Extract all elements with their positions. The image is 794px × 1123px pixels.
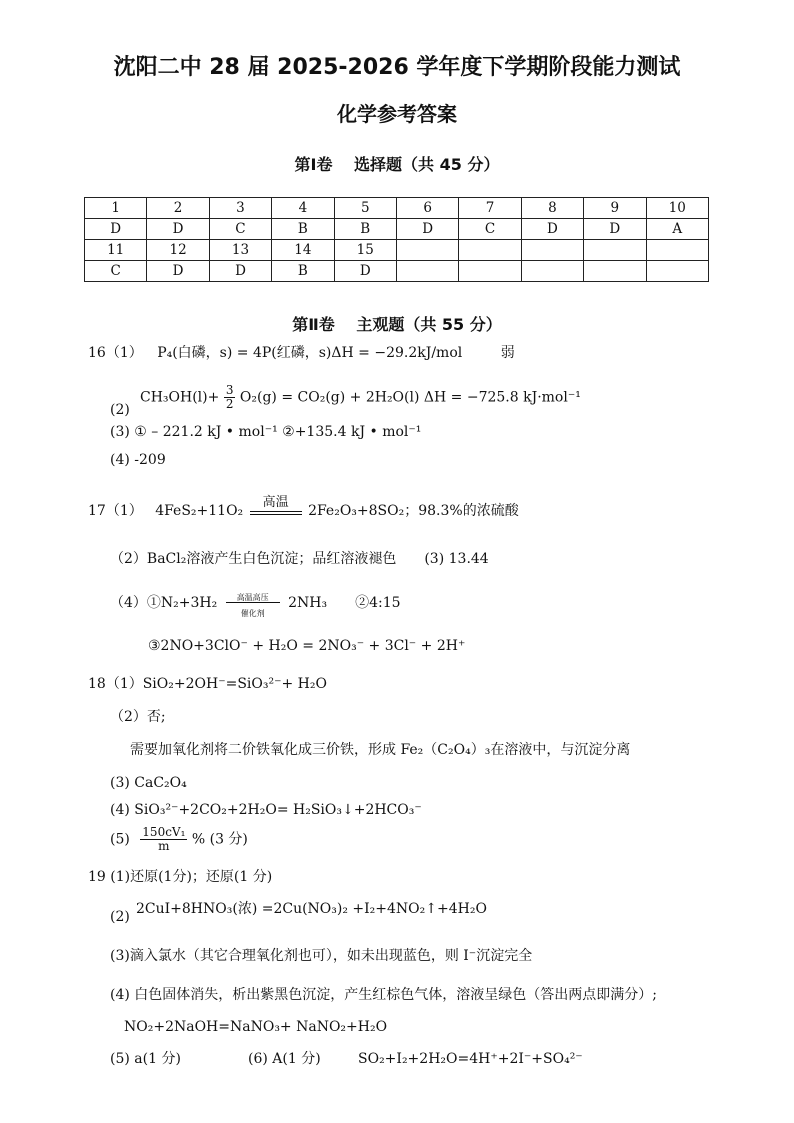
table-cell (646, 240, 708, 261)
table-cell: D (147, 219, 209, 240)
q17-4 (110, 591, 401, 618)
q19-4: (4) 白色固体消失，析出紫黑色沉淀，产生红棕色气体，溶液呈绿色（答出两点即满分）; (110, 987, 657, 1003)
q19-6: (6) A(1 分) (248, 1051, 321, 1067)
table-cell: D (521, 219, 583, 240)
page-subtitle: 化学参考答案 (337, 102, 457, 126)
table-cell: 15 (334, 240, 396, 261)
q18-5-frac-num: 150cV₁ (142, 825, 186, 839)
table-cell: 10 (646, 198, 708, 219)
table-cell (646, 261, 708, 282)
table-cell: 6 (396, 198, 458, 219)
q17-4-label: （4）①N₂+3H₂ (110, 595, 218, 611)
q16-2-label: (2) (110, 402, 130, 418)
table-row (85, 240, 709, 261)
table-cell (521, 261, 583, 282)
q18-2: （2）否; (110, 709, 166, 725)
q18-2-explanation: 需要加氧化剂将二价铁氧化成三价铁，形成 Fe₂（C₂O₄）₃在溶液中，与沉淀分离 (130, 742, 631, 758)
q17-2: （2）BaCl₂溶液产生白色沉淀；品红溶液褪色 (3) 13.44 (110, 551, 489, 567)
q18-5-frac-den: m (158, 839, 170, 853)
q18-3: (3) CaC₂O₄ (110, 775, 187, 791)
table-cell (396, 261, 458, 282)
q16-2-fraction (224, 384, 236, 411)
table-cell: 7 (459, 198, 521, 219)
q17-4-cond-top: 高温高压 (236, 593, 269, 602)
q16-1-label: 16（1） (88, 345, 143, 361)
table-cell: B (334, 219, 396, 240)
table-cell: D (396, 219, 458, 240)
table-cell: 13 (209, 240, 271, 261)
section2-title: 第Ⅱ卷 主观题（共 55 分） (292, 315, 502, 334)
table-row (85, 261, 709, 282)
table-row (85, 219, 709, 240)
q19-6-equation: SO₂+I₂+2H₂O=4H⁺+2I⁻+SO₄²⁻ (358, 1051, 583, 1067)
table-cell: 12 (147, 240, 209, 261)
table-cell: D (209, 261, 271, 282)
table-cell: 1 (85, 198, 147, 219)
table-cell: D (584, 219, 646, 240)
table-cell: C (85, 261, 147, 282)
table-cell: B (272, 261, 334, 282)
table-cell (521, 240, 583, 261)
q18-5 (110, 826, 248, 853)
q16-1-equation: P₄(白磷，s) = 4P(红磷，s)ΔH = −29.2kJ/mol (157, 345, 463, 361)
q18-1: 18（1）SiO₂+2OH⁻=SiO₃²⁻+ H₂O (88, 676, 327, 692)
q19-1: 19 (1)还原(1分)；还原(1 分) (88, 869, 273, 885)
table-cell (459, 261, 521, 282)
q17-4-cond-bot: 催化剂 (240, 609, 265, 618)
table-cell: 3 (209, 198, 271, 219)
q19-3: (3)滴入氯水（其它合理氧化剂也可），如未出现蓝色，则 I⁻沉淀完全 (110, 948, 533, 964)
q18-5-fraction (140, 826, 187, 853)
q17-1-label: 17（1） (88, 503, 143, 519)
q16-2-equation (140, 384, 581, 411)
q17-1-condition: 高温 (262, 495, 289, 510)
q19-4-equation: NO₂+2NaOH=NaNO₃+ NaNO₂+H₂O (124, 1019, 388, 1035)
table-cell: C (459, 219, 521, 240)
table-cell (396, 240, 458, 261)
table-cell: D (334, 261, 396, 282)
table-cell: B (272, 219, 334, 240)
table-cell: 8 (521, 198, 583, 219)
q19-2-label: (2) (110, 909, 130, 925)
q17-4-right: 2NH₃ ②4:15 (288, 595, 401, 611)
page-title: 沈阳二中 28 届 2025-2026 学年度下学期阶段能力测试 (113, 55, 681, 80)
table-cell: D (147, 261, 209, 282)
table-cell: 4 (272, 198, 334, 219)
table-cell (584, 261, 646, 282)
table-cell: A (646, 219, 708, 240)
table-cell: 14 (272, 240, 334, 261)
q17-4-condition-arrow (222, 591, 284, 618)
q17-1-condition-arrow (248, 495, 304, 522)
q17-1-right: 2Fe₂O₃+8SO₂；98.3%的浓硫酸 (308, 503, 519, 519)
table-cell (584, 240, 646, 261)
table-row (85, 198, 709, 219)
table-cell: C (209, 219, 271, 240)
q16-4: (4) -209 (110, 452, 166, 468)
q17-4-3: ③2NO+3ClO⁻ + H₂O = 2NO₃⁻ + 3Cl⁻ + 2H⁺ (148, 638, 466, 654)
table-cell: 5 (334, 198, 396, 219)
q16-2-frac-den: 2 (225, 397, 234, 411)
q17-1-left: 4FeS₂+11O₂ (155, 503, 244, 519)
table-cell: 2 (147, 198, 209, 219)
table-cell (459, 240, 521, 261)
q19-2-equation: 2CuI+8HNO₃(浓) =2Cu(NO₃)₂ +I₂+4NO₂↑+4H₂O (136, 901, 487, 917)
q16-1 (88, 344, 515, 362)
section1-title: 第Ⅰ卷 选择题（共 45 分） (294, 155, 500, 174)
q16-2-frac-num: 3 (225, 383, 234, 397)
table-cell: 9 (584, 198, 646, 219)
q18-5-label: (5) (110, 831, 130, 848)
q19-5: (5) a(1 分) (110, 1051, 181, 1067)
q17-1 (88, 495, 519, 522)
q18-5-tail: % (3 分) (191, 831, 248, 848)
q16-3: (3) ① – 221.2 kJ • mol⁻¹ ②+135.4 kJ • mol⁻¹ (110, 424, 422, 440)
q16-1-answer: 弱 (500, 345, 515, 361)
q16-2-left: CH₃OH(l)+ (140, 389, 220, 406)
q16-2-right: O₂(g) = CO₂(g) + 2H₂O(l) ΔH = −725.8 kJ·mol⁻¹ (239, 389, 581, 406)
table-cell: D (85, 219, 147, 240)
q18-4: (4) SiO₃²⁻+2CO₂+2H₂O= H₂SiO₃↓+2HCO₃⁻ (110, 802, 422, 818)
answer-table (84, 197, 709, 282)
table-cell: 11 (85, 240, 147, 261)
